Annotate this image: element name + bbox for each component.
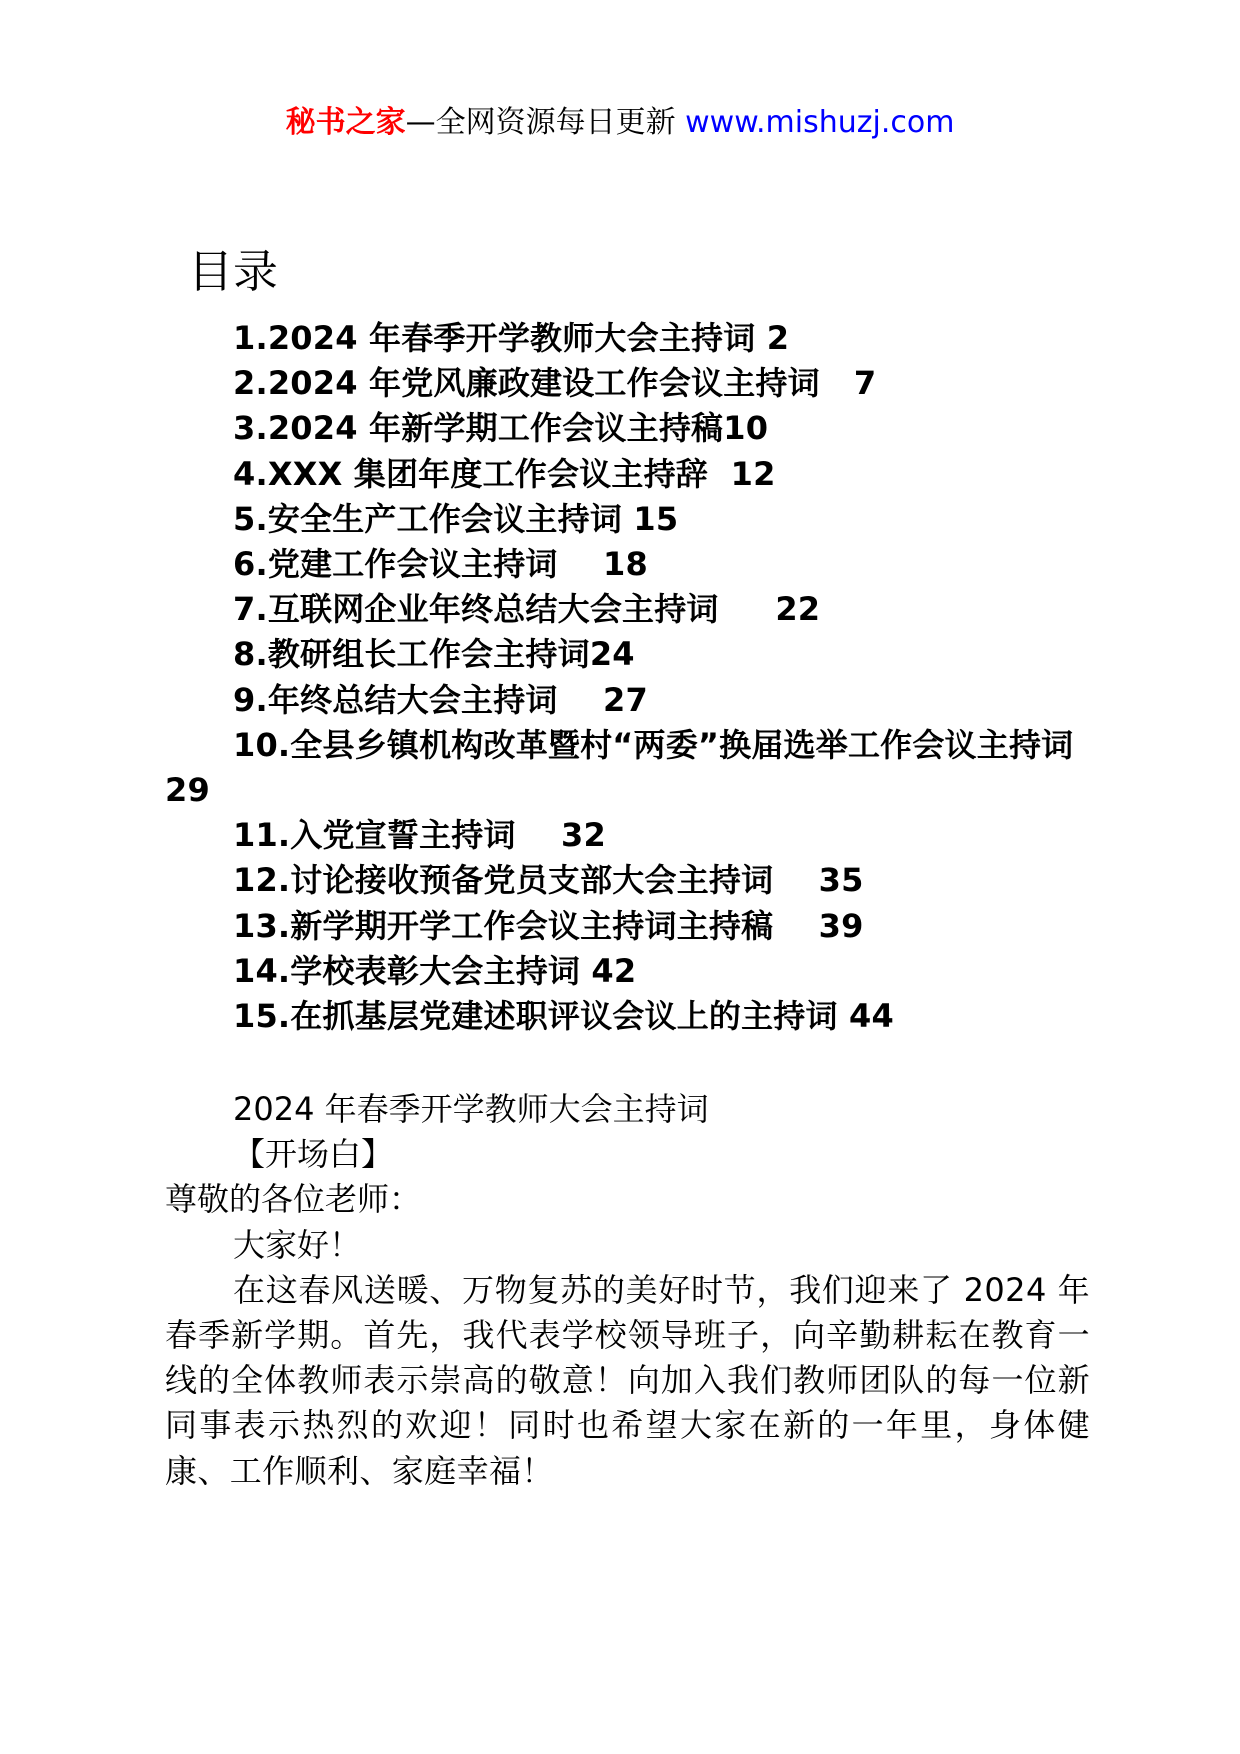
toc-item-10[interactable]: 10.全县乡镇机构改革暨村“两委”换届选举工作会议主持词 29 — [165, 725, 1097, 810]
table-of-contents — [165, 316, 1097, 1039]
toc-item-6[interactable]: 6.党建工作会议主持词 18 — [233, 545, 648, 584]
document-body — [165, 1087, 1090, 1494]
toc-title: 目录 — [188, 245, 279, 298]
toc-item-3[interactable]: 3.2024 年新学期工作会议主持稿10 — [233, 409, 769, 448]
toc-item-11[interactable]: 11.入党宣誓主持词 32 — [233, 816, 606, 855]
toc-item-9[interactable]: 9.年终总结大会主持词 27 — [233, 680, 648, 719]
header-url-link[interactable]: www.mishuzj.com — [685, 105, 955, 140]
toc-item-8[interactable]: 8.教研组长工作会主持词24 — [233, 635, 635, 674]
toc-item-14[interactable]: 14.学校表彰大会主持词 42 — [233, 951, 637, 990]
page-header — [0, 103, 1240, 143]
toc-item-2[interactable]: 2.2024 年党风廉政建设工作会议主持词 7 — [233, 364, 877, 403]
greeting: 大家好！ — [233, 1225, 362, 1264]
header-brand: 秘书之家 — [285, 105, 406, 140]
opening-paragraph: 在这春风送暖、万物复苏的美好时节，我们迎来了 2024 年春季新学期。首先，我代表学校领导班子，向辛勤耕耘在教育一线的全体教师表示崇高的敬意！向加入我们教师团队的每一位新同事表示热烈的欢迎！同时也希望大家在新的一年里，身体健康、工作顺利、家庭幸福！ — [165, 1270, 1090, 1490]
toc-item-15[interactable]: 15.在抓基层党建述职评议会议上的主持词 44 — [233, 997, 894, 1036]
section-heading: 2024 年春季开学教师大会主持词 — [233, 1090, 709, 1128]
toc-item-1[interactable]: 1.2024 年春季开学教师大会主持词 2 — [233, 319, 790, 357]
toc-item-7[interactable]: 7.互联网企业年终总结大会主持词 22 — [233, 590, 821, 629]
section-label: 【开场白】 — [233, 1135, 394, 1174]
toc-item-5[interactable]: 5.安全生产工作会议主持词 15 — [233, 499, 679, 538]
toc-item-12[interactable]: 12.讨论接收预备党员支部大会主持词 35 — [233, 861, 864, 900]
toc-item-13[interactable]: 13.新学期开学工作会议主持词主持稿 39 — [233, 906, 864, 945]
toc-item-4[interactable]: 4.XXX 集团年度工作会议主持辞 12 — [233, 454, 776, 493]
header-tagline: —全网资源每日更新 — [405, 105, 686, 140]
salutation: 尊敬的各位老师： — [165, 1180, 422, 1219]
